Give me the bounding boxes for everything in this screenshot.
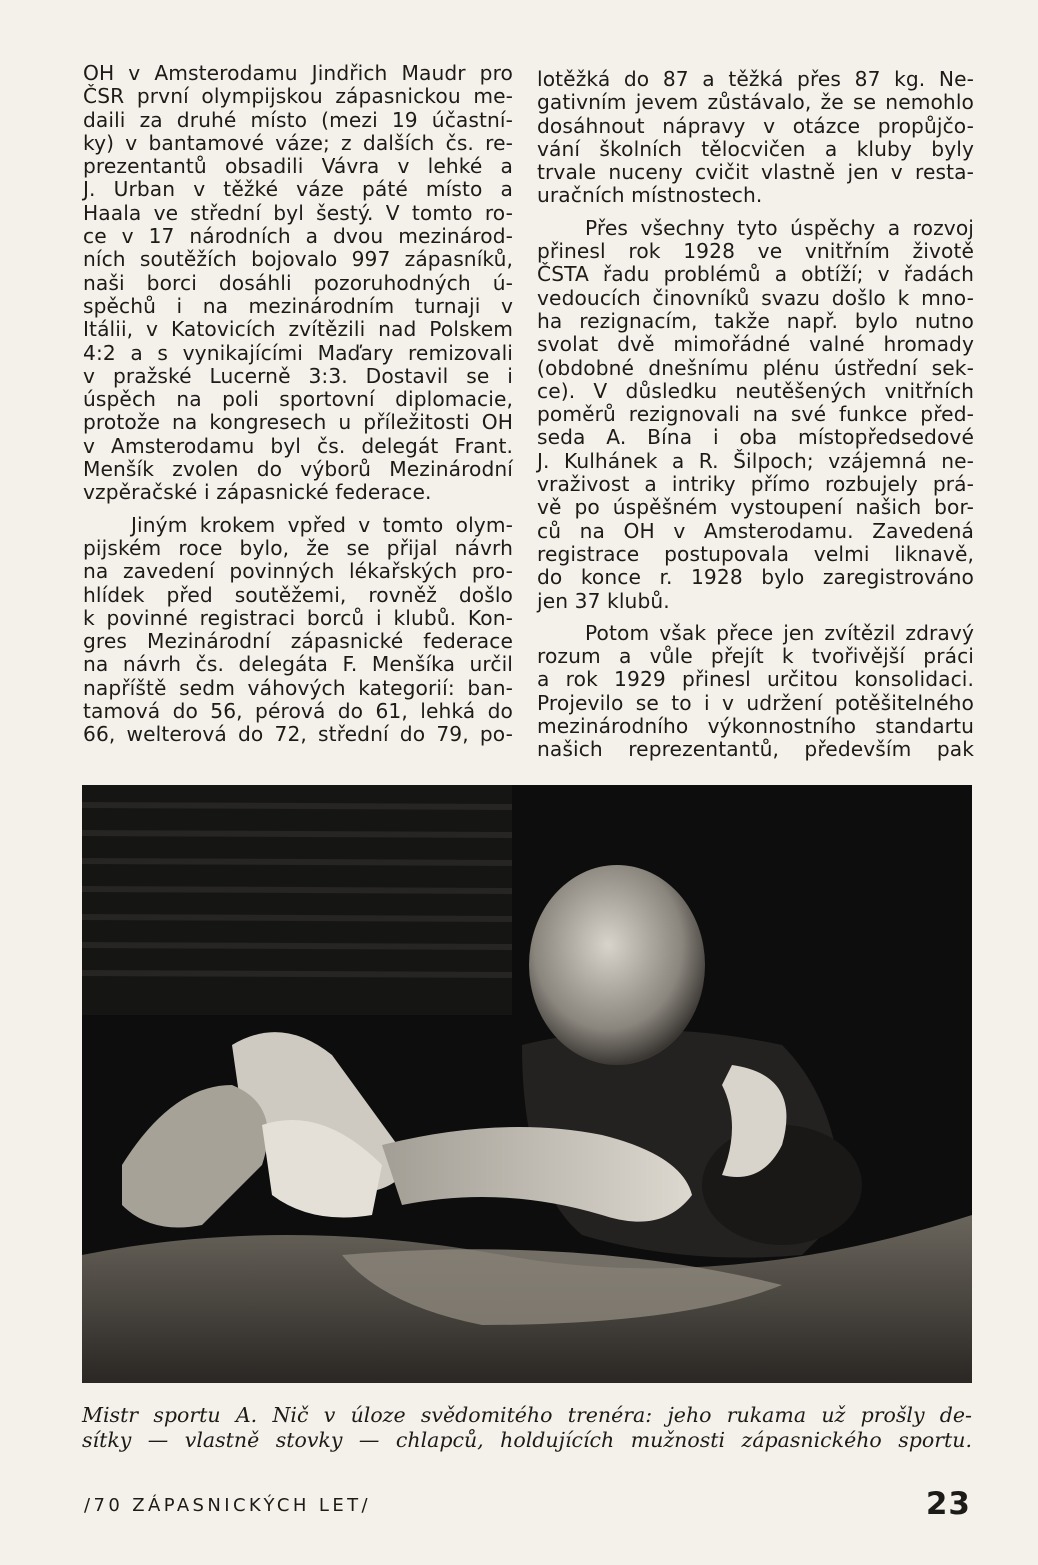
background-grille (82, 785, 512, 1015)
text-line: ČSTA řadu problémů a obtíží; v řadách (537, 262, 974, 287)
text-line: trvale nuceny cvičit vlastně jen v resta- (537, 160, 974, 185)
text-line: J. Kulhánek a R. Šilpoch; vzájemná ne- (537, 448, 974, 473)
text-line: J. Urban v těžké váze páté místo a (83, 177, 513, 202)
text-line: svolat dvě mimořádné valné hromady (537, 332, 974, 357)
text-line: úspěch na poli sportovní diplomacie, (83, 387, 513, 412)
text-column-right (537, 68, 974, 762)
text-line: dosáhnout nápravy v otázce propůjčo- (537, 113, 974, 138)
text-line: na zavedení povinných lékařských pro- (83, 559, 513, 584)
page-number: 23 (925, 1486, 971, 1522)
text-line: vě po úspěšném vystoupení našich bor- (537, 495, 974, 520)
text-line: gativním jevem zůstávalo, že se nemohlo (537, 90, 974, 115)
text-line: spěchů i na mezinárodním turnaji v (83, 293, 513, 318)
text-line: ČSR první olympijskou zápasnickou me- (83, 84, 513, 109)
text-line: (obdobné dnešnímu plénu ústřední sek- (537, 355, 974, 380)
text-line: Projevilo se to i v udržení potěšitelného (537, 690, 974, 715)
text-line: poměrů rezignovali na své funkce před- (537, 402, 974, 427)
text-line: registrace postupovala velmi liknavě, (537, 541, 974, 566)
text-line: ních soutěžích bojovalo 997 zápasníků, (83, 247, 513, 272)
text-line: ce v 17 národních a dvou mezinárod- (83, 224, 513, 249)
text-line: protože na kongresech u příležitosti OH (83, 410, 513, 435)
text-line: Potom však přece jen zvítězil zdravý (585, 620, 974, 645)
text-line: ce). V důsledku neutěšených vnitřních (537, 378, 974, 403)
text-line: tamová do 56, pérová do 61, lehká do (83, 699, 513, 724)
text-line: ců na OH v Amsterodamu. Zavedená (537, 518, 974, 543)
photo-caption (82, 1403, 972, 1453)
caption-line: Mistr sportu A. Nič v úloze svědomitého trenéra: jeho rukama už prošly de- (82, 1403, 972, 1427)
text-line: vraživost a intriky přímo rozbujely prá- (537, 472, 974, 497)
text-line: Menšík zvolen do výborů Mezinárodní (83, 457, 513, 482)
text-line: vání školních tělocvičen a kluby byly (537, 136, 974, 161)
text-line: Přes všechny tyto úspěchy a rozvoj (585, 215, 974, 240)
trainer-head (529, 865, 705, 1065)
text-line: daili za druhé místo (mezi 19 účastní- (83, 107, 513, 132)
text-line: hlídek před soutěžemi, rovněž došlo (83, 582, 513, 607)
text-line: Jiným krokem vpřed v tomto olym- (131, 512, 513, 537)
text-line: v pražské Lucerně 3:3. Dostavil se i (83, 363, 513, 388)
text-line: a rok 1929 přinesl určitou konsolidaci. (537, 667, 974, 692)
text-column-left (83, 62, 513, 747)
photo-illustration (82, 785, 972, 1383)
text-line: Haala ve střední byl šestý. V tomto ro- (83, 200, 513, 225)
text-line: gres Mezinárodní zápasnické federace (83, 629, 513, 654)
text-line: 4:2 a s vynikajícími Maďary remizovali (83, 340, 513, 365)
text-line: prezentantů obsadili Vávra v lehké a (83, 154, 513, 179)
text-line: pijském roce bylo, že se přijal návrh (83, 535, 513, 560)
text-line: ky) v bantamové váze; z dalších čs. re- (83, 130, 513, 155)
text-line: napříště sedm váhových kategorií: ban- (83, 675, 513, 700)
running-title: /70 ZÁPASNICKÝCH LET/ (84, 1495, 371, 1516)
text-line: uračních místnostech. (537, 183, 763, 208)
caption-line: sítky — vlastně stovky — chlapců, holdujících mužnosti zápasnického sportu. (82, 1428, 972, 1452)
text-line: mezinárodního výkonnostního standartu (537, 714, 974, 739)
text-line: vzpěračské i zápasnické federace. (83, 480, 432, 505)
text-line: našich reprezentantů, především pak (537, 737, 974, 762)
text-line: 66, welterová do 72, střední do 79, po- (83, 722, 513, 747)
text-line: vedoucích činovníků svazu došlo k mno- (537, 285, 974, 310)
text-line: přinesl rok 1928 ve vnitřním životě (537, 239, 974, 264)
text-line: k povinné registraci borců i klubů. Kon- (83, 605, 513, 630)
text-line: naši borci dosáhli pozoruhodných ú- (83, 270, 513, 295)
text-line: lotěžká do 87 a těžká přes 87 kg. Ne- (537, 67, 974, 91)
text-line: na návrh čs. delegáta F. Menšíka určil (83, 652, 513, 677)
text-line: ha rezignacím, takže např. bylo nutno (537, 308, 974, 333)
wrestling-photograph (82, 785, 972, 1383)
text-line: rozum a vůle přejít k tvořivější práci (537, 644, 974, 669)
text-line: seda A. Bína i oba místopředsedové (537, 425, 974, 450)
text-line: Itálii, v Katovicích zvítězili nad Polskem (83, 317, 513, 342)
text-line: do konce r. 1928 bylo zaregistrováno (537, 565, 974, 590)
text-line: OH v Amsterodamu Jindřich Maudr pro (83, 61, 513, 85)
text-line: v Amsterodamu byl čs. delegát Frant. (83, 433, 513, 458)
text-line: jen 37 klubů. (537, 588, 670, 613)
